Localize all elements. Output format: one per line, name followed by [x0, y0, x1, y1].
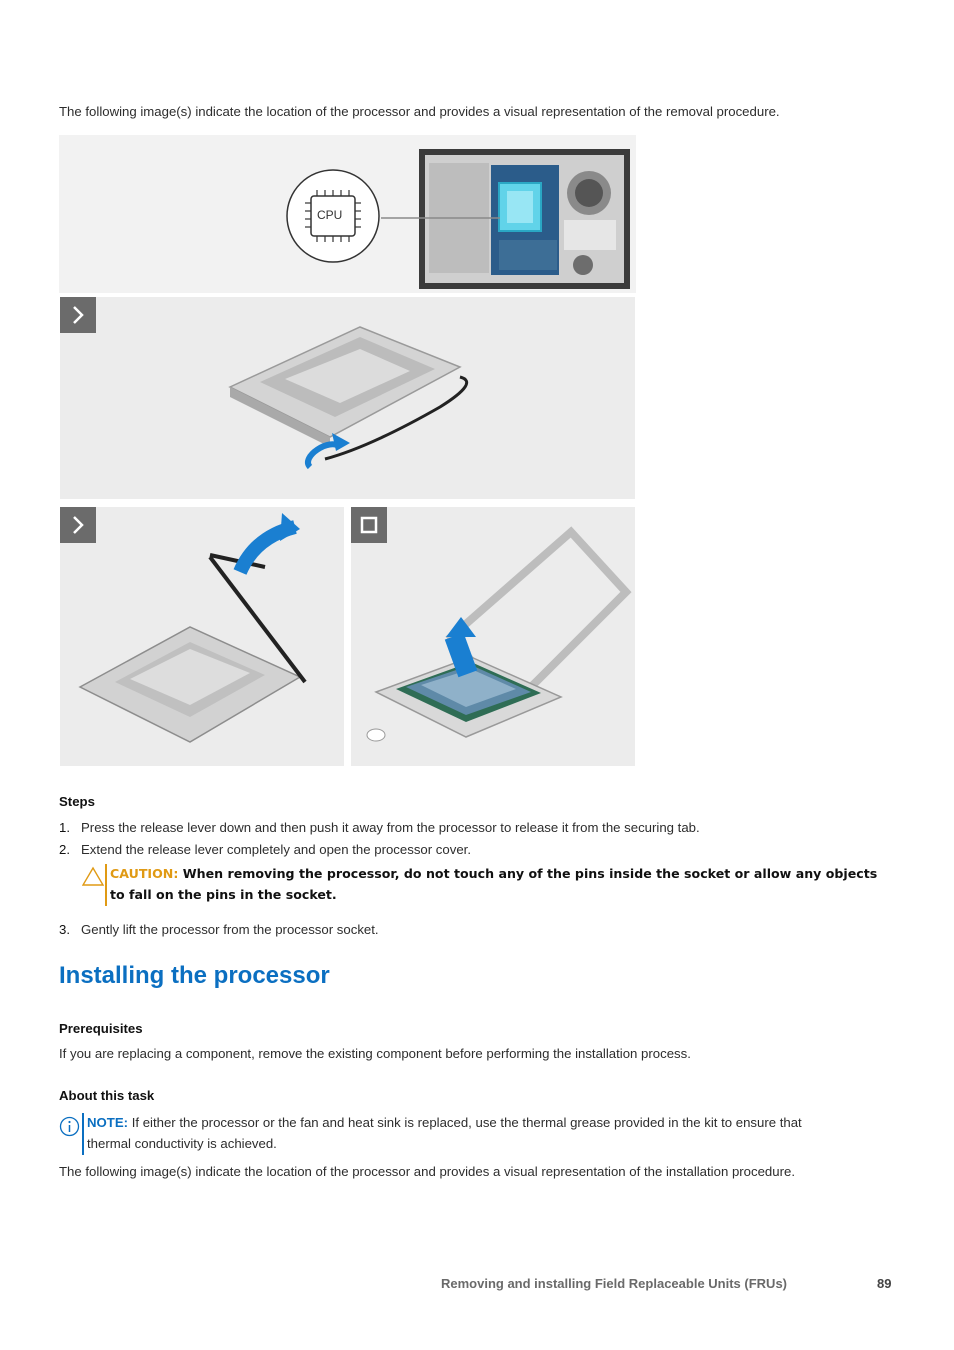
step-arrow-tag [60, 297, 96, 333]
lift-processor-panel [351, 507, 635, 766]
step-number: 2. [59, 842, 70, 857]
system-board-illustration [59, 135, 636, 293]
lever-extended-panel [60, 507, 344, 766]
caution-label: CAUTION: [110, 866, 179, 881]
step-arrow-tag [60, 507, 96, 543]
processor-lift-illustration [351, 507, 635, 766]
footer-title: Removing and installing Field Replaceable Units (FRUs) [441, 1276, 787, 1291]
note-text: If either the processor or the fan and heat sink is replaced, use the thermal grease provided in the kit to ensure that [131, 1115, 802, 1130]
chevron-right-icon [60, 297, 96, 333]
chevron-right-icon [60, 507, 96, 543]
page-number: 89 [877, 1276, 892, 1291]
socket-lever-illustration [60, 297, 635, 499]
prerequisites-heading: Prerequisites [59, 1021, 143, 1036]
lever-open-illustration [60, 507, 344, 766]
section-title: Installing the processor [59, 962, 330, 989]
caution-line-1 [110, 863, 910, 884]
note-line-2: thermal conductivity is achieved. [87, 1136, 277, 1151]
step-number: 1. [59, 820, 70, 835]
info-icon [59, 1116, 80, 1137]
note-line-1 [87, 1112, 907, 1133]
note-label: NOTE: [87, 1115, 129, 1130]
system-overview-panel [59, 135, 636, 293]
steps-heading: Steps [59, 794, 95, 809]
intro-paragraph: The following image(s) indicate the location of the processor and provides a visual representation of the removal procedure. [59, 104, 780, 119]
warning-triangle-icon [82, 866, 104, 886]
stop-square-icon [351, 507, 387, 543]
note-bar [82, 1113, 84, 1155]
step-text: Gently lift the processor from the processor socket. [81, 922, 379, 937]
about-task-heading: About this task [59, 1088, 155, 1103]
caution-line-2: to fall on the pins in the socket. [110, 887, 337, 902]
step-text: Press the release lever down and then push it away from the processor to release it from the securing tab. [81, 820, 700, 835]
step-text: Extend the release lever completely and open the processor cover. [81, 842, 471, 857]
caution-bar [105, 864, 107, 906]
step-number: 3. [59, 922, 70, 937]
cpu-callout-label: CPU [317, 208, 343, 222]
caution-text: When removing the processor, do not touch any of the pins inside the socket or allow any objects [182, 866, 878, 881]
removal-figure [59, 135, 636, 767]
outro-paragraph: The following image(s) indicate the location of the processor and provides a visual representation of the installation procedure. [59, 1164, 795, 1179]
step-final-tag [351, 507, 387, 543]
release-lever-panel [60, 297, 635, 499]
prerequisites-text: If you are replacing a component, remove the existing component before performing the installation process. [59, 1046, 691, 1061]
